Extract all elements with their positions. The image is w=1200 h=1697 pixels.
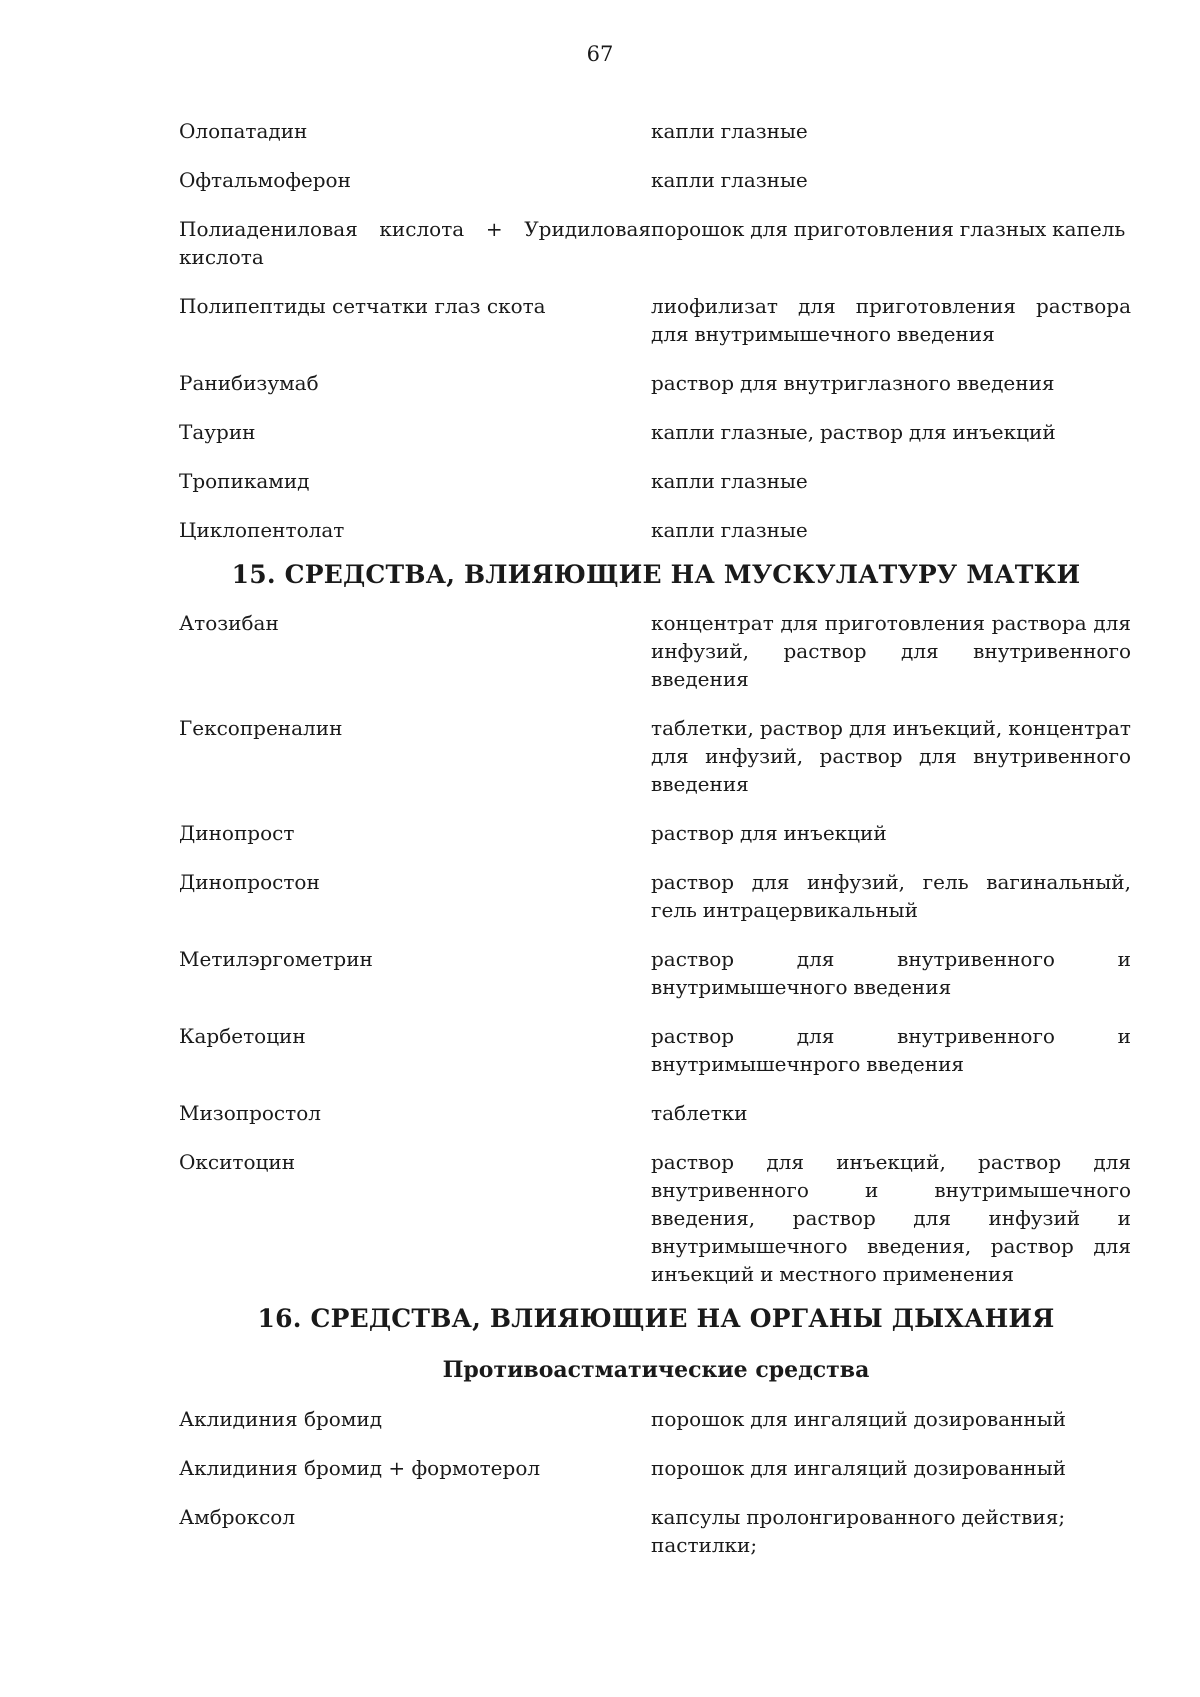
dosage-form: капли глазные [651,168,808,192]
list-item [179,215,1131,271]
subsection-heading: Противоастматические средства [442,1357,870,1383]
drug-name: Динопростон [179,870,320,894]
drug-name: Амброксол [179,1505,296,1529]
drug-name: Олопатадин [179,119,308,143]
dosage-form: раствор для инфузий, гель вагинальный, гель интрацервикальный [651,870,1131,922]
list-item [179,1454,1131,1482]
dosage-form: капли глазные [651,119,808,143]
list-item [179,609,1131,693]
drug-name: Окситоцин [179,1150,296,1174]
document-body [179,117,1131,1580]
dosage-form: раствор для инъекций [651,821,887,845]
dosage-form: раствор для внутриглазного введения [651,371,1055,395]
dosage-form: раствор для внутривенного и внутримышечного введения [651,947,1131,999]
list-item [179,369,1131,397]
dosage-form [651,1503,1131,1559]
dosage-form: порошок для ингаляций дозированный [651,1407,1066,1431]
drug-name: Офтальмоферон [179,168,351,192]
drug-name: Ранибизумаб [179,371,319,395]
dosage-form: лиофилизат для приготовления раствора для внутримышечного введения [651,294,1131,346]
list-item [179,819,1131,847]
list-item [179,1099,1131,1127]
list-item [179,1405,1131,1433]
drug-name: Карбетоцин [179,1024,306,1048]
list-item [179,1503,1131,1559]
list-item [179,117,1131,145]
drug-name: Тропикамид [179,469,310,493]
drug-name: Таурин [179,420,256,444]
dosage-form: концентрат для приготовления раствора для инфузий, раствор для внутривенного введения [651,611,1131,691]
dosage-form: раствор для внутривенного и внутримышечнрого введения [651,1024,1131,1076]
dosage-form-line: капсулы пролонгированного действия; [651,1505,1066,1529]
list-item [179,516,1131,544]
section-heading: 16. СРЕДСТВА, ВЛИЯЮЩИЕ НА ОРГАНЫ ДЫХАНИЯ [257,1304,1055,1333]
drug-name: Полиадениловая кислота + Уридиловая кислота [179,217,651,269]
page-number: 67 [586,42,614,66]
dosage-form: капли глазные [651,469,808,493]
dosage-form: таблетки, раствор для инъекций, концентрат для инфузий, раствор для внутривенного введения [651,716,1131,796]
dosage-form: раствор для инъекций, раствор для внутривенного и внутримышечного введения, раствор для инфузий и внутримышечного введения, раствор для инъекций и местного применения [651,1150,1131,1286]
section-heading: 15. СРЕДСТВА, ВЛИЯЮЩИЕ НА МУСКУЛАТУРУ МАТКИ [231,560,1081,589]
list-item [179,467,1131,495]
dosage-form: порошок для приготовления глазных капель [651,217,1126,241]
list-item [179,945,1131,1001]
drug-name: Циклопентолат [179,518,345,542]
drug-name: Аклидиния бромид + формотерол [179,1456,541,1480]
drug-name: Динопрост [179,821,295,845]
drug-name: Полипептиды сетчатки глаз скота [179,294,546,318]
list-item [179,166,1131,194]
list-item [179,418,1131,446]
drug-name: Мизопростол [179,1101,321,1125]
dosage-form: капли глазные, раствор для инъекций [651,420,1056,444]
dosage-form: капли глазные [651,518,808,542]
dosage-form-line: пастилки; [651,1533,758,1557]
drug-name: Атозибан [179,611,279,635]
list-item [179,868,1131,924]
list-item [179,1148,1131,1288]
list-item [179,714,1131,798]
drug-name: Метилэргометрин [179,947,373,971]
dosage-form: таблетки [651,1101,748,1125]
drug-name: Аклидиния бромид [179,1407,383,1431]
list-item [179,1022,1131,1078]
dosage-form: порошок для ингаляций дозированный [651,1456,1066,1480]
drug-name: Гексопреналин [179,716,343,740]
list-item [179,292,1131,348]
